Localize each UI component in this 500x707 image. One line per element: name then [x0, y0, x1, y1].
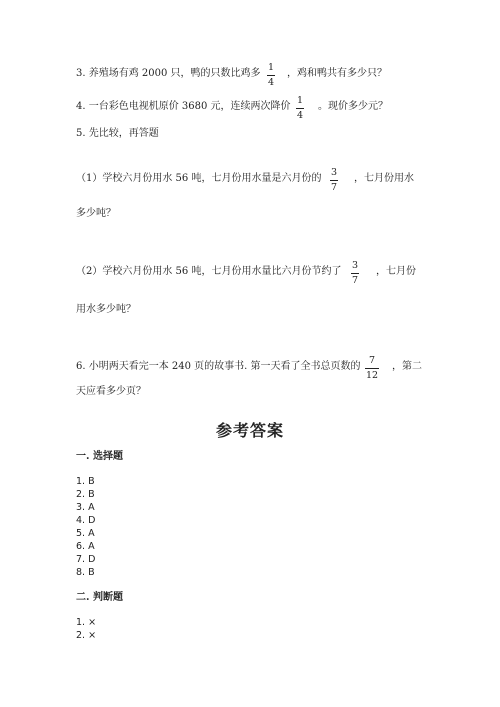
answer-item: 3. A	[76, 502, 95, 513]
answer-item: 5. A	[76, 528, 95, 539]
answer-item: 4. D	[76, 515, 96, 526]
q4-text-before: 4. 一台彩色电视机原价 3680 元，连续两次降价	[76, 101, 291, 112]
answer-item: 8. B	[76, 567, 95, 578]
answers-title: 参考答案	[215, 421, 284, 440]
q5-p1-frac-denominator: 7	[331, 181, 338, 193]
q5-p2-fraction	[351, 261, 359, 285]
q6-line2: 天应看多少页？	[76, 386, 146, 397]
q5-p2-text-before: （2）学校六月份用水 56 吨，七月份用水量比六月份节约了	[76, 266, 342, 277]
q3-text-after: ，鸡和鸭共有多少只？	[287, 68, 387, 79]
q5-p1-frac-numerator: 3	[331, 167, 338, 178]
answer-item: 1. B	[76, 476, 95, 487]
answer-item: 6. A	[76, 541, 95, 552]
q4-frac-denominator: 4	[297, 109, 304, 121]
q6-frac-numerator: 7	[369, 355, 376, 366]
answer-item: 2. ×	[76, 630, 97, 641]
q5-p1-fraction	[330, 168, 338, 192]
section1-heading: 一. 选择题	[76, 451, 123, 462]
section2-heading: 二. 判断题	[76, 592, 123, 603]
q3-fraction	[267, 63, 275, 87]
answer-item: 2. B	[76, 489, 95, 500]
q5-p1-text-before: （1）学校六月份用水 56 吨，七月份用水量是六月份的	[76, 173, 322, 184]
q5-title: 5. 先比较，再答题	[76, 128, 159, 139]
answer-item: 7. D	[76, 554, 96, 565]
q6-text-after: ，第二	[392, 361, 422, 372]
q5-p2-frac-numerator: 3	[352, 260, 359, 271]
q3-frac-numerator: 1	[268, 62, 275, 73]
q3-frac-denominator: 4	[268, 76, 275, 88]
q4-frac-numerator: 1	[297, 95, 304, 106]
answer-item: 1. ×	[76, 617, 97, 628]
q5-p1-line2: 多少吨？	[76, 208, 116, 219]
q5-p2-text-after: ，七月份	[376, 266, 416, 277]
q5-p1-text-after: ，七月份用水	[354, 173, 414, 184]
q6-frac-denominator: 12	[366, 369, 379, 381]
q3-text-before: 3. 养殖场有鸡 2000 只，鸭的只数比鸡多	[76, 68, 261, 79]
q6-text-before: 6. 小明两天看完一本 240 页的故事书. 第一天看了全书总页数的	[76, 361, 361, 372]
q4-text-after: 。现价多少元？	[318, 101, 388, 112]
q5-p2-line2: 用水多少吨？	[76, 304, 136, 315]
q6-fraction	[365, 356, 379, 380]
q4-fraction	[296, 96, 304, 120]
q5-p2-frac-denominator: 7	[352, 274, 359, 286]
